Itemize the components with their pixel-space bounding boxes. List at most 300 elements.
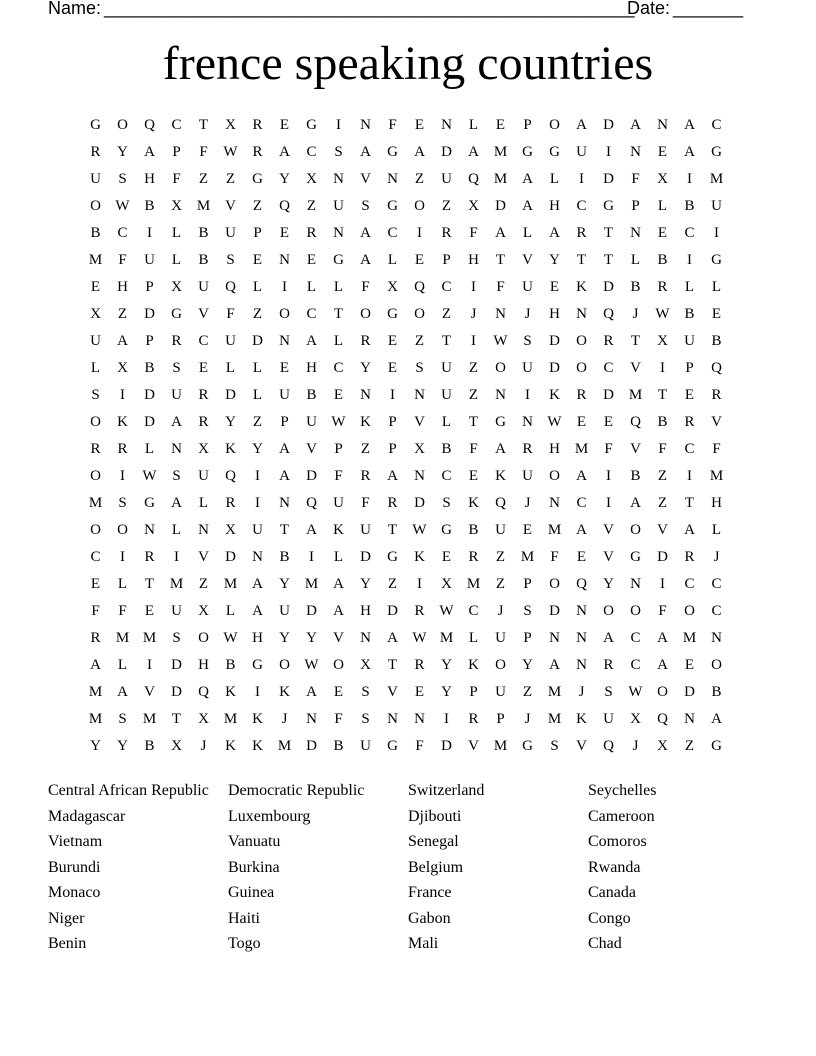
grid-letter: B [198, 252, 209, 268]
grid-letter: H [306, 360, 317, 376]
grid-letter: Y [279, 171, 290, 187]
grid-letter: S [361, 711, 370, 727]
grid-letter: F [172, 171, 181, 187]
grid-letter: Z [684, 738, 695, 754]
grid-letter: R [684, 414, 695, 430]
grid-letter: G [522, 738, 533, 754]
grid-letter: P [685, 360, 694, 376]
grid-letter: E [414, 252, 425, 268]
grid-letter: N [657, 117, 668, 133]
grid-letter: G [387, 306, 398, 322]
grid-letter: U [90, 333, 101, 349]
grid-letter: E [603, 414, 614, 430]
grid-letter: C [684, 225, 695, 241]
grid-letter: D [306, 603, 317, 619]
grid-letter: R [90, 630, 101, 646]
grid-letter: B [306, 387, 317, 403]
grid-letter: A [144, 144, 155, 160]
grid-letter: P [172, 144, 181, 160]
grid-letter: D [414, 495, 425, 511]
grid-letter: R [657, 279, 668, 295]
word-list-item: Congo [588, 909, 631, 927]
grid-letter: W [412, 522, 427, 538]
word-list-item: Comoros [588, 833, 647, 850]
grid-letter: Q [657, 711, 668, 727]
grid-letter: P [523, 117, 532, 133]
grid-letter: N [711, 630, 722, 646]
grid-letter: G [495, 414, 506, 430]
grid-letter: Z [441, 198, 452, 214]
grid-letter: L [117, 657, 128, 673]
grid-letter: R [117, 441, 128, 457]
grid-letter: A [279, 144, 290, 160]
grid-letter: Z [360, 441, 371, 457]
grid-letter: I [471, 279, 476, 295]
grid-letter: N [414, 387, 425, 403]
grid-letter: S [523, 603, 532, 619]
grid-letter: G [333, 252, 344, 268]
grid-letter: Z [387, 576, 398, 592]
grid-letter: T [171, 711, 182, 727]
grid-letter: E [252, 252, 263, 268]
grid-letter: A [90, 657, 101, 673]
grid-letter: P [442, 252, 451, 268]
grid-letter: A [252, 576, 263, 592]
grid-letter: D [171, 684, 182, 700]
grid-letter: G [252, 171, 263, 187]
grid-letter: O [90, 414, 101, 430]
grid-letter: S [523, 333, 532, 349]
grid-letter: B [90, 225, 101, 241]
grid-letter: I [336, 117, 341, 133]
grid-letter: A [306, 684, 317, 700]
grid-letter: K [252, 711, 263, 727]
grid-letter: A [360, 252, 371, 268]
grid-letter: I [120, 468, 125, 484]
grid-letter: G [90, 117, 101, 133]
grid-letter: L [630, 252, 641, 268]
grid-letter: J [281, 711, 288, 727]
grid-letter: I [660, 576, 665, 592]
grid-letter: U [522, 468, 533, 484]
grid-letter: D [549, 603, 560, 619]
grid-letter: D [144, 414, 155, 430]
grid-letter: L [549, 171, 560, 187]
grid-letter: Z [441, 306, 452, 322]
word-list-item: Burkina [228, 858, 280, 876]
grid-letter: G [549, 144, 560, 160]
grid-letter: D [441, 738, 452, 754]
grid-letter: R [252, 144, 263, 160]
grid-letter: R [171, 333, 182, 349]
grid-letter: F [469, 225, 478, 241]
grid-letter: L [333, 333, 344, 349]
grid-letter: A [171, 495, 182, 511]
grid-letter: O [711, 657, 722, 673]
grid-letter: U [495, 522, 506, 538]
name-label: Name: [48, 0, 102, 18]
grid-letter: W [439, 603, 454, 619]
grid-letter: M [709, 171, 724, 187]
grid-letter: N [522, 414, 533, 430]
grid-letter: L [117, 576, 128, 592]
grid-letter: M [547, 684, 562, 700]
grid-letter: S [172, 630, 181, 646]
grid-letter: M [88, 684, 103, 700]
grid-letter: H [468, 252, 479, 268]
grid-letter: Z [495, 576, 506, 592]
grid-letter: F [469, 441, 478, 457]
grid-letter: V [198, 306, 209, 322]
grid-letter: M [709, 468, 724, 484]
grid-letter: D [360, 549, 371, 565]
word-list-item: Central African Republic [48, 782, 209, 799]
grid-letter: I [606, 495, 611, 511]
grid-letter: G [711, 738, 722, 754]
grid-letter: R [603, 333, 614, 349]
grid-letter: K [225, 738, 236, 754]
grid-letter: J [524, 711, 531, 727]
grid-letter: W [493, 333, 508, 349]
grid-letter: U [279, 387, 290, 403]
grid-letter: D [684, 684, 695, 700]
grid-letter: V [414, 414, 425, 430]
grid-letter: K [252, 738, 263, 754]
grid-letter: P [523, 576, 532, 592]
grid-letter: X [657, 171, 668, 187]
word-list-item: Burundi [48, 858, 101, 876]
grid-letter: P [631, 198, 640, 214]
grid-letter: N [549, 630, 560, 646]
grid-letter: I [120, 549, 125, 565]
grid-letter: T [657, 387, 668, 403]
grid-letter: E [684, 387, 695, 403]
grid-letter: M [142, 630, 157, 646]
grid-letter: X [441, 576, 452, 592]
word-list-item: Seychelles [588, 782, 657, 799]
grid-letter: N [576, 603, 587, 619]
grid-letter: K [549, 387, 560, 403]
grid-letter: N [279, 252, 290, 268]
word-list [48, 778, 768, 958]
grid-letter: M [466, 576, 481, 592]
grid-letter: G [387, 198, 398, 214]
grid-letter: I [255, 495, 260, 511]
grid-letter: J [632, 306, 639, 322]
grid-letter: J [632, 738, 639, 754]
grid-letter: P [145, 279, 154, 295]
grid-letter: U [522, 360, 533, 376]
grid-letter: D [225, 387, 236, 403]
grid-letter: Y [603, 576, 614, 592]
grid-letter: Q [603, 738, 614, 754]
grid-letter: R [576, 225, 587, 241]
grid-letter: Y [441, 684, 452, 700]
grid-letter: N [576, 630, 587, 646]
grid-letter: D [441, 144, 452, 160]
grid-letter: K [495, 468, 506, 484]
grid-letter: I [255, 468, 260, 484]
grid-letter: T [387, 657, 398, 673]
grid-letter: N [630, 225, 641, 241]
grid-letter: M [223, 711, 238, 727]
grid-letter: C [576, 198, 587, 214]
grid-letter: U [306, 414, 317, 430]
grid-letter: X [387, 279, 398, 295]
grid-letter: G [711, 144, 722, 160]
grid-letter: C [306, 144, 317, 160]
grid-letter: C [441, 279, 452, 295]
grid-letter: F [712, 441, 721, 457]
grid-letter: O [495, 657, 506, 673]
grid-letter: B [225, 657, 236, 673]
grid-letter: K [576, 279, 587, 295]
grid-letter: R [576, 387, 587, 403]
grid-letter: E [279, 360, 290, 376]
grid-letter: Q [306, 495, 317, 511]
grid-letter: Z [198, 576, 209, 592]
grid-letter: U [225, 225, 236, 241]
word-list-item: France [408, 884, 452, 901]
grid-letter: T [198, 117, 209, 133]
grid-letter: S [118, 495, 127, 511]
date-label: Date: [627, 0, 671, 18]
grid-letter: L [225, 360, 236, 376]
grid-letter: C [117, 225, 128, 241]
grid-letter: N [387, 171, 398, 187]
grid-letter: J [497, 603, 504, 619]
word-list-item: Djibouti [408, 807, 462, 825]
grid-letter: G [603, 198, 614, 214]
grid-letter: E [576, 549, 587, 565]
grid-letter: A [576, 522, 587, 538]
grid-letter: E [90, 279, 101, 295]
grid-letter: V [603, 549, 614, 565]
grid-letter: U [603, 711, 614, 727]
grid-letter: B [468, 522, 479, 538]
grid-letter: V [333, 630, 344, 646]
grid-letter: E [468, 468, 479, 484]
grid-letter: D [225, 549, 236, 565]
grid-letter: X [171, 198, 182, 214]
grid-letter: O [360, 306, 371, 322]
grid-letter: F [334, 468, 343, 484]
grid-letter: H [549, 306, 560, 322]
grid-letter: K [468, 657, 479, 673]
grid-letter: M [493, 144, 508, 160]
grid-letter: B [711, 333, 722, 349]
grid-letter: D [306, 468, 317, 484]
grid-letter: M [574, 441, 589, 457]
grid-letter: W [223, 144, 238, 160]
grid-letter: G [144, 495, 155, 511]
grid-letter: E [279, 225, 290, 241]
grid-letter: A [684, 522, 695, 538]
grid-letter: L [441, 414, 452, 430]
grid-letter: E [441, 549, 452, 565]
grid-letter: N [279, 495, 290, 511]
grid-letter: G [171, 306, 182, 322]
grid-letter: Y [360, 360, 371, 376]
grid-letter: M [142, 711, 157, 727]
word-list-item: Vietnam [48, 833, 103, 850]
grid-letter: N [630, 144, 641, 160]
grid-letter: T [441, 333, 452, 349]
grid-letter: O [549, 117, 560, 133]
grid-letter: X [198, 441, 209, 457]
grid-letter: U [495, 684, 506, 700]
grid-letter: W [331, 414, 346, 430]
grid-letter: M [115, 630, 130, 646]
grid-letter: P [388, 441, 397, 457]
grid-letter: N [360, 630, 371, 646]
grid-letter: N [198, 522, 209, 538]
grid-letter: U [252, 522, 263, 538]
grid-letter: N [630, 576, 641, 592]
grid-letter: V [522, 252, 533, 268]
grid-letter: B [657, 414, 668, 430]
grid-letter: B [144, 360, 155, 376]
grid-letter: D [549, 333, 560, 349]
grid-letter: O [549, 576, 560, 592]
word-search-grid [82, 112, 734, 760]
word-list-item: Cameroon [588, 807, 655, 825]
grid-letter: V [198, 549, 209, 565]
word-list-item: Benin [48, 935, 87, 952]
grid-letter: E [522, 522, 533, 538]
grid-letter: A [387, 468, 398, 484]
grid-letter: Q [711, 360, 722, 376]
date-field-line: _______ [673, 0, 744, 18]
grid-letter: R [198, 414, 209, 430]
grid-letter: R [360, 468, 371, 484]
word-list-item: Canada [588, 884, 636, 901]
grid-letter: L [144, 441, 155, 457]
grid-letter: U [684, 333, 695, 349]
grid-letter: Z [468, 360, 479, 376]
grid-letter: U [333, 198, 344, 214]
grid-letter: A [360, 225, 371, 241]
grid-letter: I [471, 333, 476, 349]
grid-letter: Q [630, 414, 641, 430]
grid-letter: R [90, 144, 101, 160]
grid-letter: N [360, 117, 371, 133]
grid-letter: S [91, 387, 100, 403]
grid-letter: A [360, 144, 371, 160]
grid-letter: C [711, 117, 722, 133]
grid-letter: N [360, 387, 371, 403]
word-list-item: Madagascar [48, 807, 126, 825]
grid-letter: A [495, 225, 506, 241]
grid-letter: O [684, 603, 695, 619]
grid-letter: D [495, 198, 506, 214]
grid-letter: Z [657, 495, 668, 511]
grid-letter: L [90, 360, 101, 376]
grid-letter: G [387, 549, 398, 565]
grid-letter: H [117, 279, 128, 295]
grid-letter: W [304, 657, 319, 673]
grid-letter: D [603, 117, 614, 133]
grid-letter: N [684, 711, 695, 727]
grid-letter: R [144, 549, 155, 565]
grid-letter: E [279, 117, 290, 133]
grid-letter: C [333, 360, 344, 376]
grid-letter: P [496, 711, 505, 727]
grid-letter: C [468, 603, 479, 619]
grid-letter: V [468, 738, 479, 754]
grid-letter: B [711, 684, 722, 700]
grid-letter: E [657, 225, 668, 241]
grid-letter: C [306, 306, 317, 322]
grid-letter: U [441, 387, 452, 403]
grid-letter: S [118, 711, 127, 727]
grid-letter: K [225, 684, 236, 700]
grid-letter: L [333, 279, 344, 295]
grid-letter: F [388, 117, 397, 133]
grid-letter: I [606, 468, 611, 484]
grid-letter: R [603, 657, 614, 673]
grid-letter: V [225, 198, 236, 214]
grid-letter: A [171, 414, 182, 430]
grid-letter: O [576, 360, 587, 376]
grid-letter: U [522, 279, 533, 295]
grid-letter: J [713, 549, 720, 565]
grid-letter: D [144, 306, 155, 322]
grid-letter: X [630, 711, 641, 727]
grid-letter: R [468, 549, 479, 565]
grid-letter: I [147, 225, 152, 241]
grid-letter: A [468, 144, 479, 160]
grid-letter: A [576, 117, 587, 133]
grid-letter: S [334, 144, 343, 160]
grid-letter: H [549, 441, 560, 457]
grid-letter: D [171, 657, 182, 673]
grid-letter: E [576, 414, 587, 430]
grid-letter: K [225, 441, 236, 457]
grid-letter: R [414, 603, 425, 619]
grid-letter: C [198, 333, 209, 349]
grid-letter: X [171, 279, 182, 295]
grid-letter: C [711, 576, 722, 592]
grid-letter: V [387, 684, 398, 700]
grid-letter: S [361, 684, 370, 700]
grid-letter: M [547, 522, 562, 538]
grid-letter: L [225, 603, 236, 619]
grid-letter: O [117, 522, 128, 538]
grid-letter: U [360, 738, 371, 754]
grid-letter: Z [306, 198, 317, 214]
grid-letter: L [252, 360, 263, 376]
grid-letter: X [225, 117, 236, 133]
grid-letter: Z [198, 171, 209, 187]
word-list-item: Rwanda [588, 858, 641, 876]
grid-letter: I [174, 549, 179, 565]
grid-letter: A [495, 441, 506, 457]
grid-letter: F [91, 603, 100, 619]
grid-letter: N [495, 387, 506, 403]
grid-letter: T [684, 495, 695, 511]
grid-letter: R [306, 225, 317, 241]
grid-letter: E [387, 360, 398, 376]
grid-letter: K [468, 495, 479, 511]
grid-letter: L [711, 522, 722, 538]
grid-letter: F [361, 495, 370, 511]
grid-letter: A [414, 144, 425, 160]
grid-letter: Q [576, 576, 587, 592]
grid-letter: Y [225, 414, 236, 430]
grid-letter: Q [603, 306, 614, 322]
grid-letter: Y [522, 657, 533, 673]
